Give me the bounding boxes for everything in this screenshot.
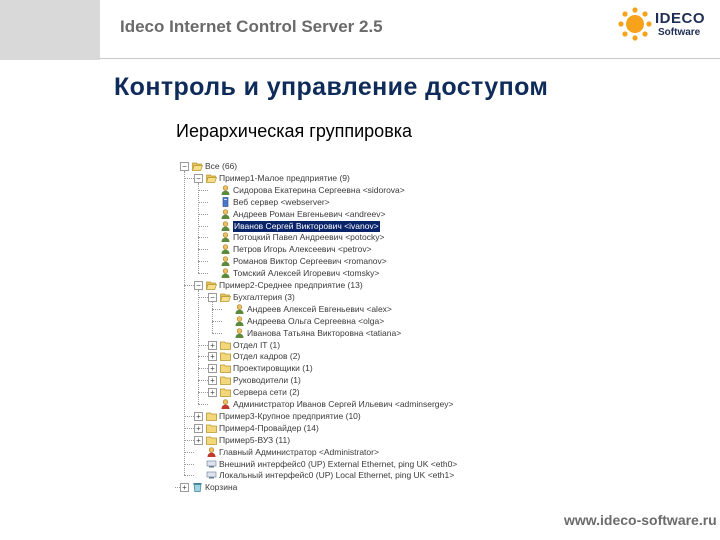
folder-icon [220,375,231,385]
folder-icon [220,363,231,373]
tree-node-label: Отдел IT (1) [233,339,281,350]
tree-connector [198,261,208,262]
product-title: Ideco Internet Control Server 2.5 [120,17,383,36]
folder-open-icon [206,280,217,290]
tree-node-label: Андреев Алексей Евгеньевич <alex> [247,303,392,314]
expander-icon[interactable]: + [208,388,217,397]
tree-node[interactable] [208,232,462,243]
tree-node[interactable] [194,459,462,470]
folder-open-icon [192,161,203,171]
tree-node-label: Проектировщики (1) [233,363,313,374]
user-icon [220,221,231,231]
tree-connector [198,356,208,357]
user-icon [220,244,231,254]
tree-node[interactable] [194,423,462,434]
tree-node-label: Иванова Татьяна Викторовна <tatiana> [247,327,402,338]
tree-connector [184,416,194,417]
tree-node[interactable] [194,470,462,481]
tree-node-label: Сидорова Екатерина Сергеевна <sidorova> [233,184,405,195]
admin-icon [206,447,217,457]
tree-connector [212,321,222,322]
logo-subtext: Software [658,27,701,38]
user-icon [220,185,231,195]
tree-connector [212,309,222,310]
recycle-bin-icon [192,482,203,492]
folder-icon [206,423,217,433]
tree-node-label: Все (66) [205,161,238,171]
tree-node[interactable] [208,185,462,196]
logo-wordmark: IDECO [655,10,706,27]
folder-icon [220,387,231,397]
expander-icon[interactable]: + [194,412,203,421]
tree-node[interactable] [194,173,462,184]
tree-node[interactable] [222,316,462,327]
tree-node[interactable] [208,387,462,398]
expander-icon[interactable]: + [194,424,203,433]
tree-connector [198,368,208,369]
tree-connector [198,226,208,227]
tree-node-label: Иванов Сергей Викторович <ivanov> [234,220,379,231]
tree-node-label: Руководители (1) [233,375,301,386]
tree-node[interactable] [208,340,462,351]
tree-connector [198,202,208,203]
slide-title: Контроль и управление доступом [114,73,549,101]
folder-icon [220,340,231,350]
tree-node[interactable] [208,375,462,386]
tree-node-label: Пример1-Малое предприятие (9) [219,172,350,183]
tree-node[interactable] [208,244,462,255]
tree-connector [212,302,213,333]
user-icon [220,209,231,219]
tree-node-label: Романов Виктор Сергеевич <romanov> [233,256,387,267]
tree-node[interactable] [208,221,462,232]
tree-node-label: Администратор Иванов Сергей Ильевич <adminsergey> [233,399,454,409]
folder-open-icon [220,292,231,302]
expander-icon[interactable]: + [208,364,217,373]
tree-node-label: Петров Игорь Алексеевич <petrov> [233,244,372,255]
tree-node-label: Отдел кадров (2) [233,351,301,362]
tree-node-label: Андреев Роман Евгеньевич <andreev> [233,208,386,219]
tree-connector [184,475,194,476]
tree-node[interactable] [208,256,462,267]
tree-connector [198,214,208,215]
tree-node-label: Пример4-Провайдер (14) [219,422,319,433]
tree-connector [184,464,194,465]
tree-node[interactable] [180,161,462,172]
tree-node[interactable] [194,435,462,446]
user-icon [234,304,245,314]
tree-node[interactable] [208,399,462,410]
folder-icon [220,351,231,361]
tree-node-label: Андреева Ольга Сергеевна <olga> [247,315,385,326]
tree-node-label: Локальный интерфейс0 (UP) Local Ethernet, ping UK <eth1> [219,470,455,481]
tree-node-label: Пример2-Среднее предприятие (13) [219,280,363,290]
slide-subtitle: Иерархическая группировка [176,121,413,141]
group-tree[interactable] [174,158,466,496]
tree-connector [184,285,194,286]
expander-icon[interactable]: − [208,293,217,302]
tree-connector [198,392,208,393]
tree-node-label: Бухгалтерия (3) [233,291,295,302]
user-icon [220,268,231,278]
tree-node[interactable] [208,268,462,279]
tree-connector [198,297,208,298]
user-icon [234,316,245,326]
tree-node-label: Корзина [205,482,238,493]
sun-logo-icon [618,7,652,41]
footer-url[interactable]: www.ideco-software.ru [564,512,717,528]
user-icon [220,256,231,266]
tree-node[interactable] [208,351,462,362]
folder-icon [206,411,217,421]
tree-node[interactable] [180,482,462,493]
tree-node-label: Томский Алексей Игоревич <tomsky> [233,268,380,279]
tree-connector [198,237,208,238]
tree-connector [198,190,208,191]
tree-node-label: Пример3-Крупное предприятие (10) [219,410,361,421]
tree-connector [184,440,194,441]
tree-connector [198,404,208,405]
tree-connector [198,273,208,274]
tree-connector [198,290,199,404]
tree-connector [184,428,194,429]
user-icon [220,232,231,242]
header-bar [0,0,720,60]
tree-connector [184,178,194,179]
tree-node-label: Главный Администратор <Administrator> [219,446,379,457]
expander-icon[interactable]: − [194,174,203,183]
expander-icon[interactable]: − [180,162,189,171]
expander-icon[interactable]: − [194,281,203,290]
folder-icon [206,435,217,445]
tree-node[interactable] [222,328,462,339]
network-icon [206,459,217,469]
header-gray-block [0,0,100,60]
tree-node-label: Сервера сети (2) [233,387,300,398]
tree-node[interactable] [194,280,462,291]
tree-node-label: Веб сервер <webserver> [233,196,330,207]
tree-connector [184,452,194,453]
tree-node[interactable] [208,197,462,208]
admin-icon [220,399,231,409]
tree-connector [198,345,208,346]
expander-icon[interactable]: + [208,341,217,350]
network-icon [206,470,217,480]
tree-node-label: Потоцкий Павел Андреевич <potocky> [233,232,385,243]
tree-node[interactable] [194,411,462,422]
tree-node[interactable] [222,304,462,315]
user-icon [234,328,245,338]
server-icon [220,197,231,207]
tree-node-label: Внешний интерфейс0 (UP) External Ethernet, ping UK <eth0> [219,458,458,469]
tree-connector [198,183,199,273]
tree-connector [184,171,185,475]
expander-icon[interactable]: + [208,352,217,361]
tree-node[interactable] [194,447,462,458]
tree-node[interactable] [208,363,462,374]
ideco-logo [618,7,713,43]
expander-icon[interactable]: + [194,436,203,445]
tree-node[interactable] [208,209,462,220]
tree-node[interactable] [208,292,462,303]
tree-connector [212,333,222,334]
expander-icon[interactable]: + [180,483,189,492]
expander-icon[interactable]: + [208,376,217,385]
tree-node-label: Пример5-ВУЗ (11) [219,434,291,445]
header-divider [100,58,720,59]
tree-connector [198,249,208,250]
folder-open-icon [206,173,217,183]
tree-connector [198,380,208,381]
